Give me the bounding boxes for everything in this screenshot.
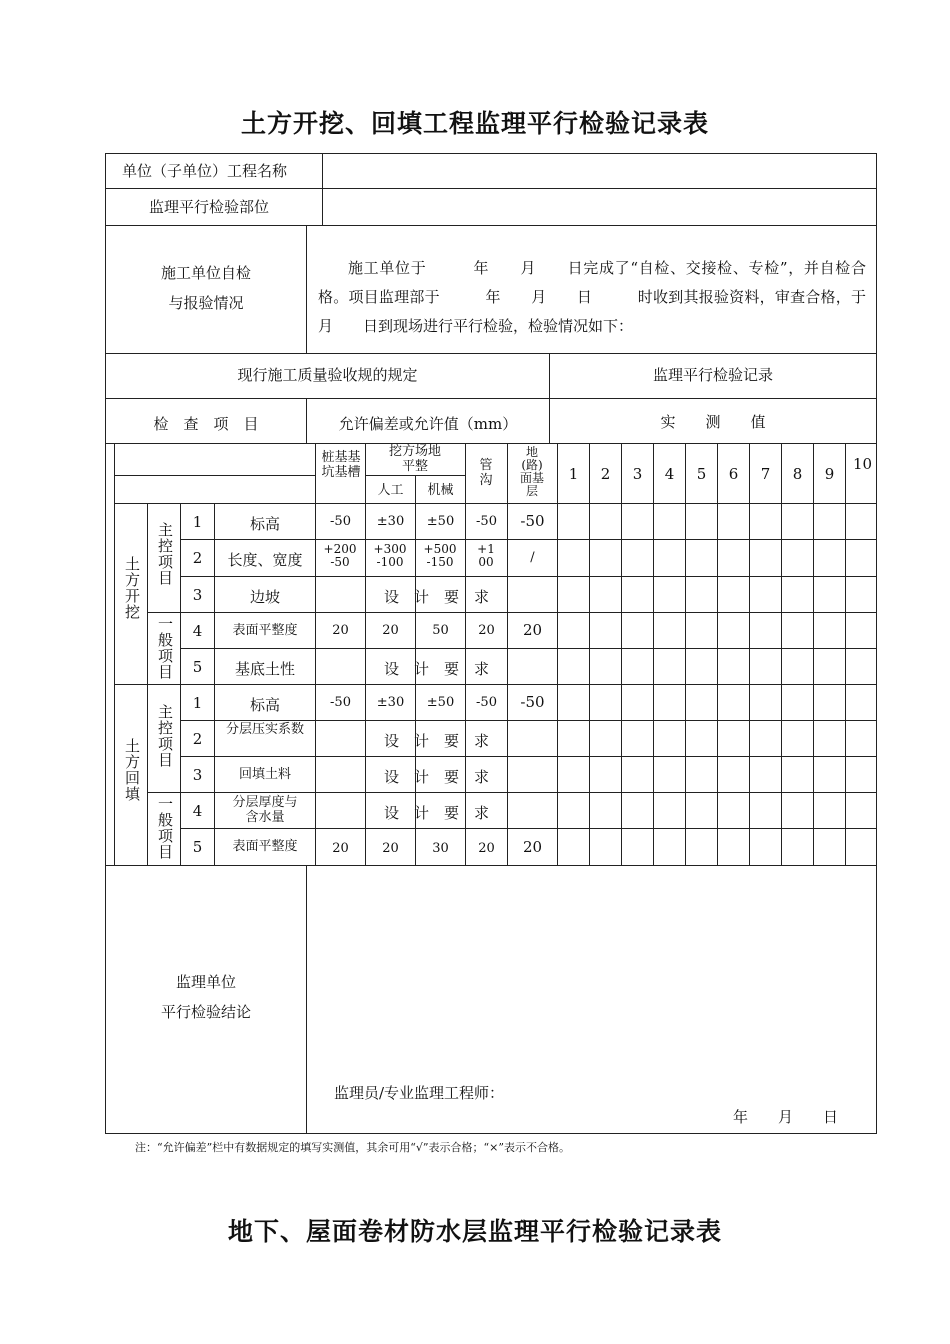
val-manual: +300 -100 [373, 542, 407, 569]
measured-header: 实 测 值 [660, 413, 766, 431]
col-no-2: 2 [600, 465, 611, 483]
design-requirement: 设 计 要 求 [383, 768, 489, 786]
row-item: 表面平整度 [232, 839, 298, 854]
group-general: 一般项目 [156, 796, 174, 860]
val-manual: 20 [382, 841, 399, 856]
form-title: 土方开挖、回填工程监理平行检验记录表 [240, 109, 709, 138]
spec-left-header: 现行施工质量验收规的规定 [237, 366, 418, 384]
col-pile: 桩基基坑基槽 [321, 450, 361, 480]
col-no-8: 8 [792, 465, 803, 483]
conclusion-label-2: 平行检验结论 [160, 1003, 251, 1021]
row-item: 回填土料 [238, 767, 291, 782]
design-requirement: 设 计 要 求 [383, 804, 489, 822]
col-ground: 地(路)面基层 [519, 446, 544, 498]
row-no: 1 [192, 513, 203, 531]
val-machine: ±50 [426, 695, 455, 710]
val-pipe: 20 [478, 623, 495, 638]
tolerance-header: 允许偏差或允许值（mm） [338, 415, 518, 433]
section-backfill: 土方回填 [123, 738, 141, 802]
row-no: 2 [192, 730, 203, 748]
val-manual: ±30 [376, 514, 405, 529]
row-item: 表面平整度 [232, 623, 298, 638]
val-pipe: 20 [478, 841, 495, 856]
val-manual: 20 [382, 623, 399, 638]
self-check-label-2: 与报验情况 [168, 294, 244, 312]
group-general: 一般项目 [156, 616, 174, 680]
design-requirement: 设 计 要 求 [383, 732, 489, 750]
row-item: 标高 [249, 696, 280, 714]
row-item: 分层厚度与含水量 [232, 795, 298, 825]
row-no: 1 [192, 694, 203, 712]
col-no-10: 10 [853, 455, 873, 473]
conclusion-label: 监理单位 [175, 973, 236, 991]
val-ground: -50 [520, 512, 545, 530]
row-item: 分层压实系数 [225, 722, 304, 737]
col-site: 挖方场地平整 [388, 444, 441, 474]
row-no: 4 [192, 802, 203, 820]
footnote: 注：“允许偏差”栏中有数据规定的填写实测值，其余可用“√”表示合格；“×”表示不合格。 [135, 1141, 570, 1154]
val-machine: ±50 [426, 514, 455, 529]
row-no: 3 [192, 766, 203, 784]
val-ground: / [530, 550, 535, 565]
col-no-4: 4 [664, 465, 675, 483]
val-pile: 20 [332, 623, 349, 638]
col-manual: 人工 [377, 483, 404, 498]
val-machine: 30 [432, 841, 449, 856]
row-no: 5 [192, 658, 203, 676]
val-pipe: +100 [477, 542, 495, 569]
self-check-label: 施工单位自检 [160, 264, 251, 282]
section-excavation: 土方开挖 [123, 556, 141, 620]
val-pipe: -50 [476, 514, 497, 529]
col-pipe: 管沟 [479, 458, 493, 488]
row-no: 5 [192, 838, 203, 856]
val-pile: +200 -50 [323, 542, 357, 569]
col-machine: 机械 [427, 483, 454, 498]
row-item: 基底土性 [234, 660, 295, 678]
signer-label: 监理员/专业监理工程师： [334, 1084, 505, 1102]
next-form-title: 地下、屋面卷材防水层监理平行检验记录表 [227, 1217, 722, 1246]
row-no: 2 [192, 549, 203, 567]
design-requirement: 设 计 要 求 [383, 660, 489, 678]
sign-date: 年 月 日 [733, 1108, 839, 1126]
self-check-text: 施工单位于 年 月 日完成了“自检、交接检、专检”，并自检合格。项目监理部于 年 月 日 时收到其报验资料，审查合格，于 月 日到现场进行平行检验，检验情况如下： [318, 259, 897, 335]
col-no-9: 9 [824, 465, 835, 483]
col-no-6: 6 [728, 465, 739, 483]
unit-name-field[interactable] [330, 160, 870, 180]
val-manual: ±30 [376, 695, 405, 710]
val-ground: 20 [522, 838, 543, 856]
group-main-control: 主控项目 [156, 522, 174, 586]
val-ground: 20 [522, 621, 543, 639]
check-item-header: 检 查 项 目 [153, 415, 259, 433]
val-pile: 20 [332, 841, 349, 856]
val-pile: -50 [330, 514, 351, 529]
spec-right-header: 监理平行检验记录 [652, 366, 773, 384]
col-no-1: 1 [568, 465, 579, 483]
inspection-part-field[interactable] [330, 196, 870, 216]
row-no: 4 [192, 622, 203, 640]
unit-name-label: 单位（子单位）工程名称 [122, 162, 288, 180]
row-no: 3 [192, 586, 203, 604]
col-no-7: 7 [760, 465, 771, 483]
group-main-control: 主控项目 [156, 704, 174, 768]
design-requirement: 设 计 要 求 [383, 588, 489, 606]
col-no-5: 5 [696, 465, 707, 483]
val-pipe: -50 [476, 695, 497, 710]
row-item: 边坡 [249, 588, 280, 606]
col-no-3: 3 [632, 465, 643, 483]
inspection-part-label: 监理平行检验部位 [149, 198, 270, 216]
val-ground: -50 [520, 693, 545, 711]
val-machine: 50 [432, 623, 449, 638]
val-machine: +500 -150 [423, 542, 457, 569]
conclusion-field[interactable] [315, 875, 865, 1065]
row-item: 长度、宽度 [227, 551, 303, 569]
row-item: 标高 [249, 515, 280, 533]
val-pile: -50 [330, 695, 351, 710]
